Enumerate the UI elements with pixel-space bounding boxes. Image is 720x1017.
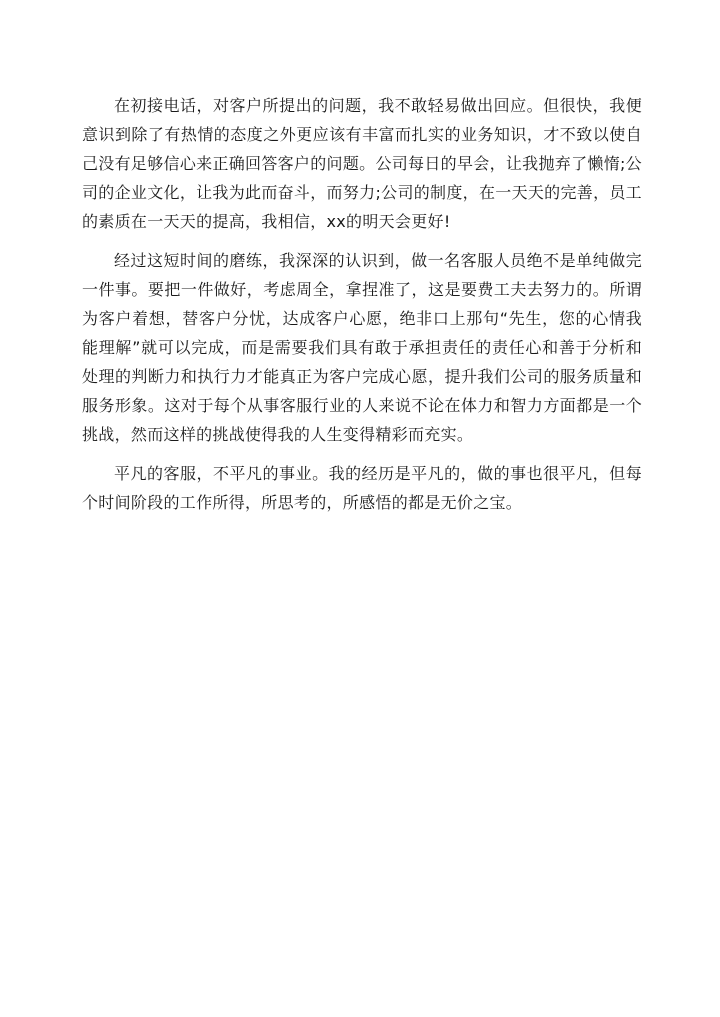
document-body [82, 91, 642, 527]
paragraph-1: 在初接电话，对客户所提出的问题，我不敢轻易做出回应。但很快，我便意识到除了有热情的态度之外更应该有丰富而扎实的业务知识，才不致以使自己没有足够信心来正确回答客户的问题。公司每日的早会，让我抛弃了懒惰;公司的企业文化，让我为此而奋斗，而努力;公司的制度，在一天天的完善，员工的素质在一天天的提高，我相信，xx的明天会更好! [82, 96, 642, 231]
paragraph-3: 平凡的客服，不平凡的事业。我的经历是平凡的，做的事也很平凡，但每个时间阶段的工作所得，所思考的，所感悟的都是无价之宝。 [82, 464, 642, 512]
paragraph-2: 经过这短时间的磨练，我深深的认识到，做一名客服人员绝不是单纯做完一件事。要把一件做好，考虑周全，拿捏准了，这是要费工夫去努力的。所谓为客户着想，替客户分忧，达成客户心愿，绝非口上那句“先生，您的心情我能理解”就可以完成，而是需要我们具有敢于承担责任的责任心和善于分析和处理的判断力和执行力才能真正为客户完成心愿，提升我们公司的服务质量和服务形象。这对于每个从事客服行业的人来说不论在体力和智力方面都是一个挑战，然而这样的挑战使得我的人生变得精彩而充实。 [82, 251, 642, 444]
